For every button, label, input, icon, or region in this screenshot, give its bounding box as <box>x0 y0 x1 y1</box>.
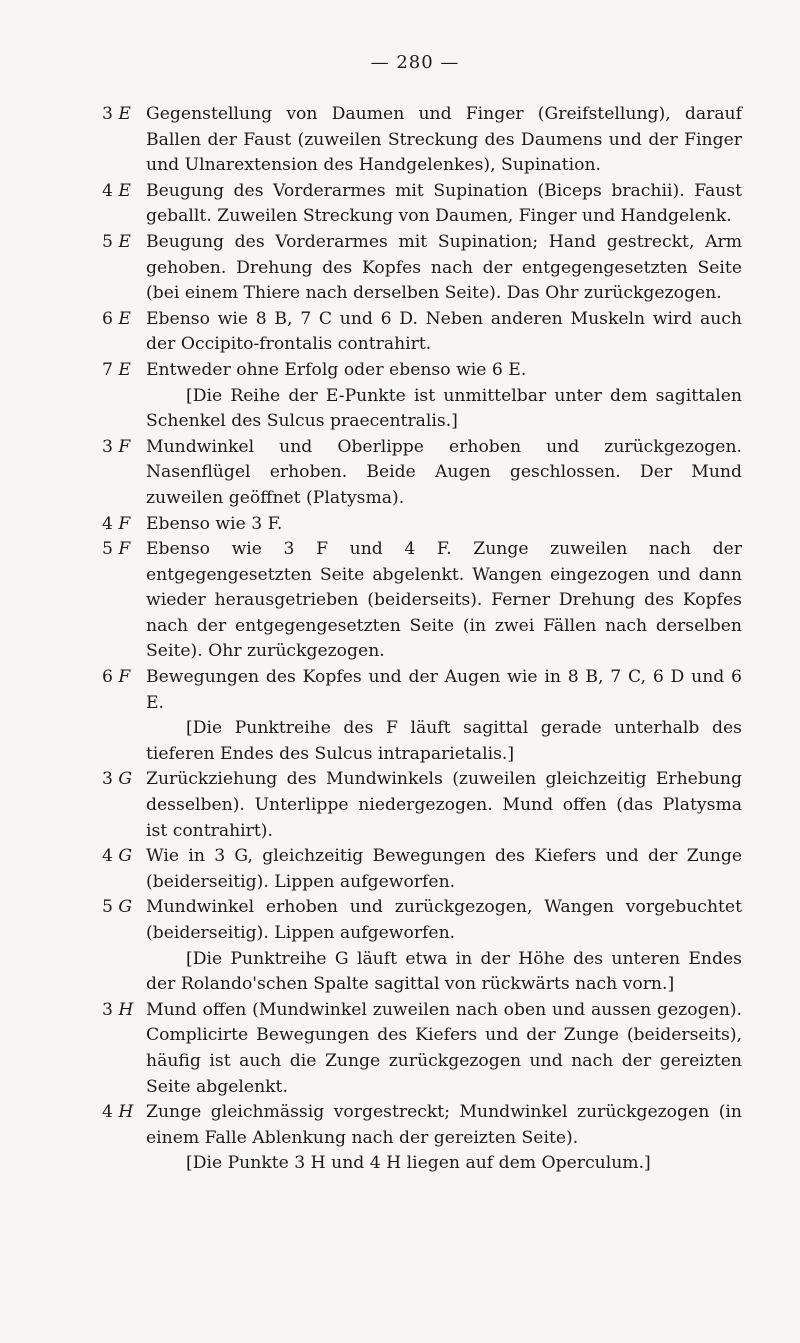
point-description: Beugung des Vorderarmes mit Supination (Biceps brachii). Faust geballt. Zuweilen Streckung von Daumen, Finger und Handgelenk. <box>146 180 742 227</box>
stimulation-point-entry <box>102 512 742 538</box>
point-letter: H <box>118 999 134 1020</box>
point-description: Ebenso wie 3 F und 4 F. Zunge zuweilen nach der entgegengesetzten Seite abgelenkt. Wangen eingezogen und dann wieder herausgetrieben (beiderseits). Ferner Drehung des Kopfes nach der entgegengesetzten Seite (in zwei Fällen nach derselben Seite). Ohr zurückgezogen. <box>146 539 742 662</box>
bracketed-note: [Die Punktreihe G läuft etwa in der Höhe des unteren Endes der Rolando'schen Spalte sagittal von rückwärts nach vorn.] <box>146 948 742 995</box>
stimulation-point-entry <box>102 537 742 665</box>
stimulation-point-entry <box>102 179 742 230</box>
point-label <box>102 179 146 230</box>
point-number: 3 <box>102 769 113 790</box>
point-label <box>102 844 146 895</box>
page-number: — 280 — <box>370 52 460 73</box>
point-description: Mundwinkel und Oberlippe erhoben und zurückgezogen. Nasenflügel erhoben. Beide Augen geschlossen. Der Mund zuweilen geöffnet (Platysma). <box>146 436 742 508</box>
stimulation-point-entry <box>102 998 742 1100</box>
point-number: 6 <box>102 308 113 329</box>
point-letter: F <box>118 539 131 560</box>
point-label <box>102 1100 146 1151</box>
stimulation-point-entry <box>102 435 742 512</box>
point-letter: E <box>118 104 131 124</box>
point-description: Beugung des Vorderarmes mit Supination; Hand gestreckt, Arm gehoben. Drehung des Kopfes nach der entgegengesetzten Seite (bei einem Thiere nach derselben Seite). Das Ohr zurückgezogen. <box>146 231 742 304</box>
point-number: 6 <box>102 667 113 688</box>
point-label <box>102 998 146 1100</box>
point-letter: G <box>118 846 133 867</box>
point-number: 3 <box>102 104 113 124</box>
point-label <box>102 537 146 665</box>
point-number: 3 <box>102 436 113 457</box>
point-letter: H <box>118 1102 134 1123</box>
point-number: 4 <box>102 513 113 534</box>
stimulation-point-entry <box>102 844 742 895</box>
point-description: Mundwinkel erhoben und zurückgezogen, Wangen vorgebuchtet (beiderseitig). Lippen aufgeworfen. <box>146 897 742 943</box>
point-letter: F <box>118 667 131 688</box>
stimulation-point-entry <box>102 767 742 844</box>
point-description: Mund offen (Mundwinkel zuweilen nach oben und aussen gezogen). Complicirte Bewegungen des Kiefers und der Zunge (beiderseits), häufig ist auch die Zunge zurückgezogen und nach der gereizten Seite abgelenkt. <box>146 999 742 1097</box>
point-description: Bewegungen des Kopfes und der Augen wie in 8 B, 7 C, 6 D und 6 E. <box>146 667 742 713</box>
point-number: 4 <box>102 1102 113 1123</box>
point-letter: E <box>118 359 131 380</box>
point-description: Wie in 3 G, gleichzeitig Bewegungen des Kiefers und der Zunge (beiderseitig). Lippen aufgeworfen. <box>146 846 742 892</box>
point-letter: G <box>118 897 133 918</box>
bracketed-note: [Die Punktreihe des F läuft sagittal gerade unterhalb des tieferen Endes des Sulcus intraparietalis.] <box>146 718 742 764</box>
bracketed-note: [Die Punkte 3 H und 4 H liegen auf dem Operculum.] <box>186 1153 651 1174</box>
point-description: Zurückziehung des Mundwinkels (zuweilen gleichzeitig Erhebung desselben). Unterlippe niedergezogen. Mund offen (das Platysma ist contrahirt). <box>146 769 742 841</box>
point-description: Ebenso wie 8 B, 7 C und 6 D. Neben anderen Muskeln wird auch der Occipito-frontalis contrahirt. <box>146 308 742 355</box>
point-label <box>102 358 146 384</box>
stimulation-point-entry <box>102 895 742 946</box>
stimulation-point-entry <box>102 665 742 716</box>
point-letter: G <box>118 769 133 790</box>
point-label <box>102 307 146 358</box>
point-letter: F <box>118 436 131 457</box>
point-description: Ebenso wie 3 F. <box>146 513 283 534</box>
point-description: Entweder ohne Erfolg oder ebenso wie 6 E. <box>146 359 527 380</box>
point-letter: E <box>118 231 131 252</box>
point-number: 4 <box>102 846 113 867</box>
point-letter: E <box>118 308 131 329</box>
point-number: 4 <box>102 180 113 201</box>
point-description: Zunge gleichmässig vorgestreckt; Mundwinkel zurückgezogen (in einem Falle Ablenkung nach der gereizten Seite). <box>146 1102 742 1148</box>
stimulation-point-entry <box>102 307 742 358</box>
point-label <box>102 102 146 179</box>
point-label <box>102 895 146 946</box>
point-letter: E <box>118 180 131 201</box>
point-label <box>102 767 146 844</box>
point-number: 5 <box>102 897 113 918</box>
stimulation-point-entry <box>102 1100 742 1151</box>
point-label <box>102 512 146 538</box>
point-label <box>102 665 146 716</box>
point-description: Gegenstellung von Daumen und Finger (Greifstellung), darauf Ballen der Faust (zuweilen Streckung des Daumens und der Finger und Ulnarextension des Handgelenkes), Supination. <box>146 104 742 176</box>
point-label <box>102 230 146 307</box>
point-number: 3 <box>102 999 113 1020</box>
point-number: 5 <box>102 231 113 252</box>
stimulation-point-entry <box>102 358 742 384</box>
point-label <box>102 435 146 512</box>
stimulation-point-entry <box>102 230 742 307</box>
bracketed-note: [Die Reihe der E-Punkte ist unmittelbar unter dem sagittalen Schenkel des Sulcus praecentralis.] <box>146 385 742 432</box>
page-body <box>102 102 742 1177</box>
point-letter: F <box>118 513 131 534</box>
stimulation-point-entry <box>102 102 742 179</box>
point-number: 5 <box>102 539 113 560</box>
point-number: 7 <box>102 359 113 380</box>
